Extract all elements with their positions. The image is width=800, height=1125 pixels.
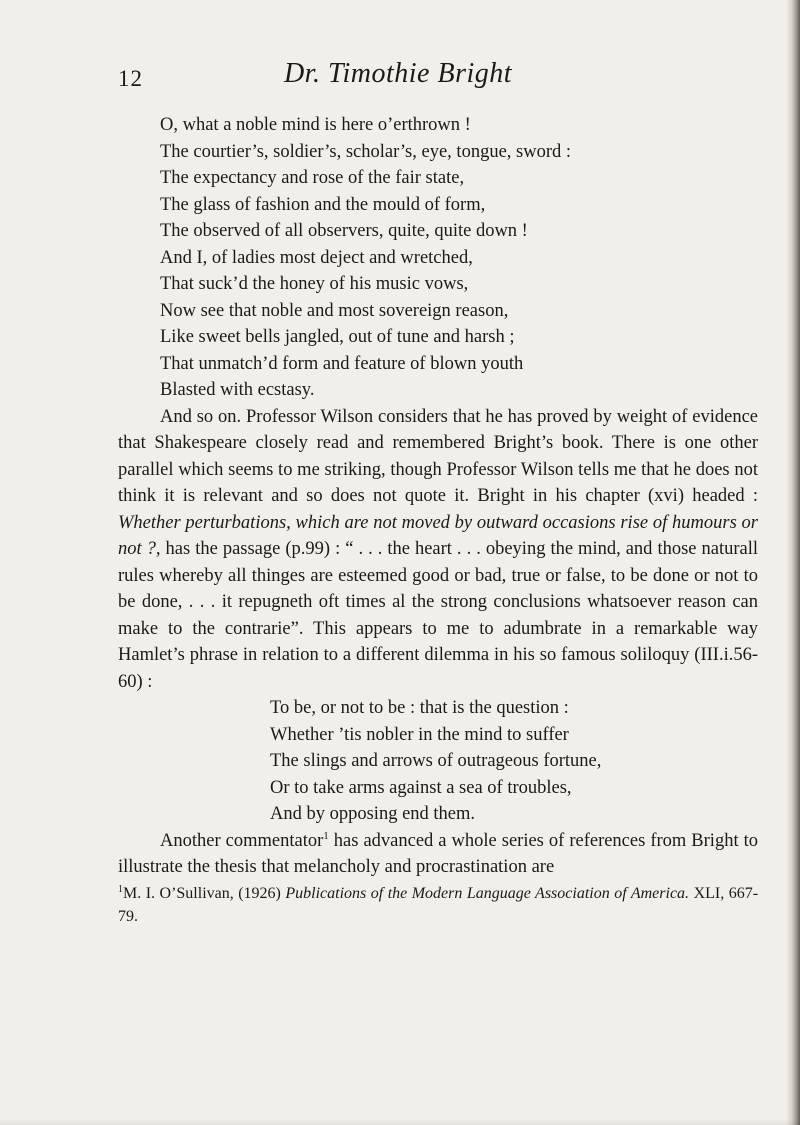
paragraph-bright-parallel <box>118 404 758 696</box>
footnote-volume-pages: XLI, 667-79. <box>118 885 759 925</box>
footnote-mark: 1 <box>118 884 123 895</box>
verse-line: The slings and arrows of outrageous fortune, <box>270 751 602 771</box>
chapter-title-italic: Whether perturbations, which are not moved by outward occasions rise of humours or not ?, <box>118 512 758 559</box>
verse-line: To be, or not to be : that is the question : <box>270 698 569 718</box>
page-body <box>118 112 758 881</box>
footnote-reference[interactable]: 1 <box>323 829 329 842</box>
verse-line: The courtier’s, soldier’s, scholar’s, eye, tongue, sword : <box>160 141 572 162</box>
verse-line: O, what a noble mind is here o’erthrown ! <box>160 115 471 135</box>
paragraph-text: Another commentator <box>160 830 324 851</box>
page-number: 12 <box>118 66 143 91</box>
verse-block-hamlet-ophelia <box>118 112 758 404</box>
verse-block-soliloquy <box>118 695 758 828</box>
verse-line: The glass of fashion and the mould of form, <box>160 194 486 215</box>
running-head <box>118 58 678 98</box>
paragraph-text: has advanced a whole series of references from Bright to illustrate the thesis that melancholy and procrastination are <box>118 830 758 877</box>
verse-line: Or to take arms against a sea of troubles, <box>270 777 572 798</box>
verse-line: Whether ’tis nobler in the mind to suffer <box>270 724 569 745</box>
paragraph-another-commentator <box>118 828 758 881</box>
running-title: Dr. Timothie Bright <box>283 58 513 89</box>
paragraph-text: And so on. Professor Wilson considers that he has proved by weight of evidence that Shakespeare closely read and remembered Bright’s book. There is one other parallel which seems to me striking, though Professor Wilson tells me that he does not think it is relevant and so does not quote it. Bright in his chapter (xvi) headed : <box>118 406 758 506</box>
footnote-journal: Publications of the Modern Language Association of America. <box>285 885 690 902</box>
verse-line: Like sweet bells jangled, out of tune and harsh ; <box>160 327 515 347</box>
page-bottom-shadow <box>0 1119 800 1125</box>
footnote <box>118 882 758 928</box>
verse-line: Blasted with ecstasy. <box>160 380 315 400</box>
verse-line: And by opposing end them. <box>270 804 476 824</box>
verse-line: The observed of all observers, quite, quite down ! <box>160 221 528 241</box>
verse-line: That unmatch’d form and feature of blown youth <box>160 353 524 374</box>
verse-line: The expectancy and rose of the fair state, <box>160 168 465 188</box>
page-edge-shadow <box>786 0 800 1125</box>
verse-line: That suck’d the honey of his music vows, <box>160 274 469 294</box>
footnote-author: M. I. O’Sullivan, (1926) <box>123 885 281 902</box>
verse-line: And I, of ladies most deject and wretched, <box>160 247 473 268</box>
paragraph-text: has the passage (p.99) : “ . . . the heart . . . obeying the mind, and those naturall rules whereby all thinges are esteemed good or bad, true or false, to be done or not to be done, . . . it repugneth oft times al the strong conclusions whatsoever reason can make to the contrarie”. This appears to me to adumbrate in a remarkable way Hamlet’s phrase in relation to a different dilemma in his so famous soliloquy (III.i.56-60) : <box>118 539 759 692</box>
verse-line: Now see that noble and most sovereign reason, <box>160 300 509 321</box>
